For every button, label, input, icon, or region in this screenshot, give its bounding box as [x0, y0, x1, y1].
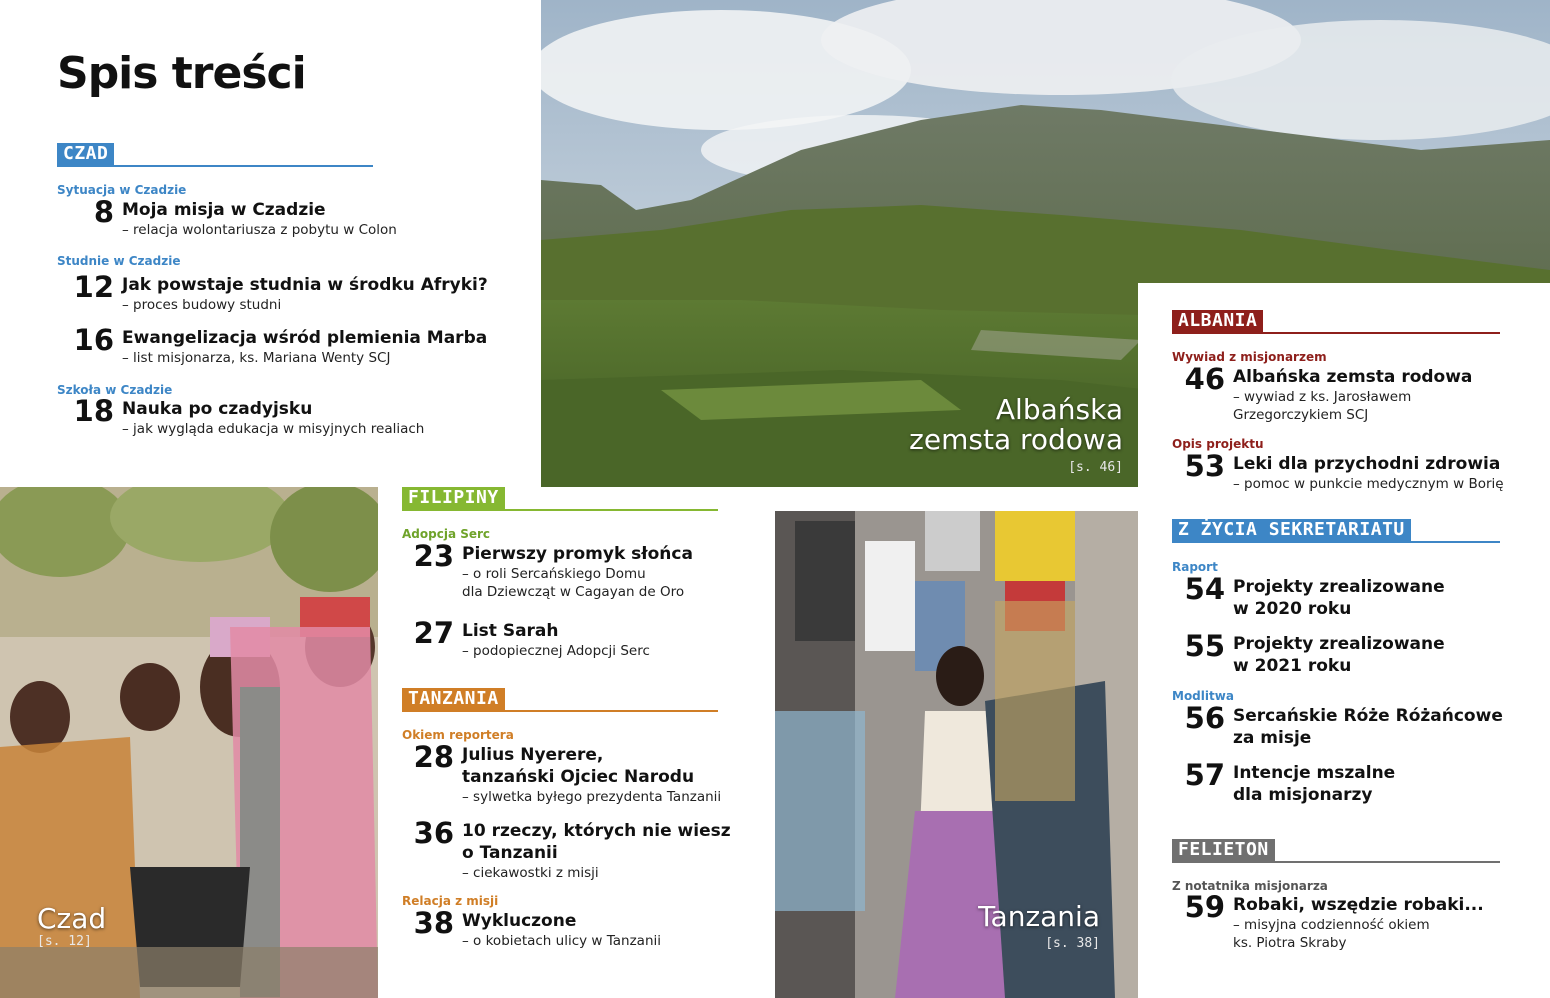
toc-entry-54[interactable]	[1184, 572, 1445, 620]
category-felieton-notebook: Z notatnika misjonarza	[1172, 879, 1328, 893]
entry-subtitle: – proces budowy studni	[122, 297, 282, 313]
page-number: 8	[93, 195, 114, 229]
entry-title: Albańska zemsta rodowa	[1233, 367, 1473, 387]
section-header-sekretariat	[1172, 519, 1500, 541]
page-number: 28	[413, 740, 454, 774]
category-czad-situation: Sytuacja w Czadzie	[57, 183, 187, 197]
entry-title: Robaki, wszędzie robaki...	[1233, 895, 1484, 915]
toc-entry-55[interactable]	[1184, 629, 1445, 677]
entry-subtitle: – pomoc w punkcie medycznym w Borię	[1233, 476, 1504, 492]
category-filipiny-adoption: Adopcja Serc	[402, 527, 491, 541]
entry-title-line2: dla misjonarzy	[1233, 785, 1373, 805]
entry-title-line1: Projekty zrealizowane	[1233, 634, 1445, 654]
section-tag-sekretariat: Z ŻYCIA SEKRETARIATU	[1172, 519, 1411, 541]
toc-entry-59[interactable]	[1184, 890, 1484, 952]
entry-subtitle: – o kobietach ulicy w Tanzanii	[462, 933, 661, 949]
page-number: 16	[73, 323, 114, 357]
section-header-albania	[1172, 310, 1500, 332]
section-tag-filipiny: FILIPINY	[402, 487, 505, 509]
albania-photo-page-ref: [s. 46]	[1068, 460, 1123, 475]
entry-title-line1: Intencje mszalne	[1233, 763, 1396, 783]
entry-title-line2: o Tanzanii	[462, 843, 558, 863]
entry-subtitle: – sylwetka byłego prezydenta Tanzanii	[462, 789, 722, 805]
page-number: 55	[1184, 629, 1225, 663]
toc-entry-27[interactable]	[413, 616, 650, 660]
page-number: 18	[73, 394, 114, 428]
entry-title: Leki dla przychodni zdrowia	[1233, 454, 1501, 474]
category-albania-interview: Wywiad z misjonarzem	[1172, 350, 1327, 364]
entry-title: Nauka po czadyjsku	[122, 399, 313, 419]
entry-title: Pierwszy promyk słońca	[462, 544, 693, 564]
section-tag-felieton: FELIETON	[1172, 839, 1275, 861]
entry-title-line2: w 2021 roku	[1233, 656, 1352, 676]
section-tag-tanzania: TANZANIA	[402, 688, 505, 710]
toc-entry-46[interactable]	[1184, 362, 1473, 424]
entry-title-line1: 10 rzeczy, których nie wiesz	[462, 821, 731, 841]
albania-photo-caption-line2: zemsta rodowa	[909, 423, 1123, 456]
toc-entry-57[interactable]	[1184, 758, 1396, 806]
page-number: 27	[413, 616, 454, 650]
entry-subtitle: – jak wygląda edukacja w misyjnych realiach	[122, 421, 425, 437]
entry-title-line1: Projekty zrealizowane	[1233, 577, 1445, 597]
toc-entry-16[interactable]	[73, 323, 488, 367]
entry-subtitle-line1: – misyjna codzienność okiem	[1233, 917, 1430, 933]
toc-entry-18[interactable]	[73, 394, 425, 438]
section-header-tanzania	[402, 688, 718, 710]
page-number: 57	[1184, 758, 1225, 792]
section-header-felieton	[1172, 839, 1500, 861]
category-czad-school: Szkoła w Czadzie	[57, 383, 173, 397]
page-number: 56	[1184, 701, 1225, 735]
section-tag-czad: CZAD	[57, 143, 114, 165]
czad-photo-page-ref: [s. 12]	[37, 934, 92, 949]
entry-subtitle: – ciekawostki z misji	[462, 865, 599, 881]
page-number: 54	[1184, 572, 1225, 606]
page-number: 23	[413, 539, 454, 573]
albania-photo-caption-line1: Albańska	[995, 393, 1123, 426]
page-number: 46	[1184, 362, 1225, 396]
category-tanzania-reporter: Okiem reportera	[402, 728, 514, 742]
category-albania-project: Opis projektu	[1172, 437, 1264, 451]
category-sekretariat-prayer: Modlitwa	[1172, 689, 1234, 703]
toc-entry-28[interactable]	[413, 740, 722, 806]
entry-subtitle-line2: Grzegorczykiem SCJ	[1233, 407, 1369, 423]
toc-entry-23[interactable]	[413, 539, 693, 601]
toc-entry-38[interactable]	[413, 906, 661, 950]
category-czad-wells: Studnie w Czadzie	[57, 254, 181, 268]
section-header-filipiny	[402, 487, 718, 509]
category-sekretariat-report: Raport	[1172, 560, 1218, 574]
entry-title-line2: za misje	[1233, 728, 1312, 748]
entry-title: List Sarah	[462, 621, 559, 641]
toc-entry-53[interactable]	[1184, 449, 1504, 493]
entry-title: Moja misja w Czadzie	[122, 200, 326, 220]
toc-entry-8[interactable]	[93, 195, 397, 239]
toc-entry-56[interactable]	[1184, 701, 1503, 749]
entry-subtitle: – relacja wolontariusza z pobytu w Colon	[122, 222, 397, 238]
section-tag-albania: ALBANIA	[1172, 310, 1263, 332]
entry-subtitle-line2: dla Dziewcząt w Cagayan de Oro	[462, 584, 685, 600]
page-number: 12	[73, 270, 114, 304]
category-tanzania-report: Relacja z misji	[402, 894, 499, 908]
entry-title-line2: w 2020 roku	[1233, 599, 1352, 619]
entry-title-line2: tanzański Ojciec Narodu	[462, 767, 695, 787]
entry-title-line1: Sercańskie Róże Różańcowe	[1233, 706, 1503, 726]
toc-entry-36[interactable]	[413, 816, 731, 882]
entry-title: Jak powstaje studnia w środku Afryki?	[122, 275, 488, 295]
page-number: 38	[413, 906, 454, 940]
page-number: 36	[413, 816, 454, 850]
entry-title-line1: Julius Nyerere,	[462, 745, 604, 765]
tanzania-photo-page-ref: [s. 38]	[1045, 936, 1100, 951]
entry-subtitle-line1: – wywiad z ks. Jarosławem	[1233, 389, 1412, 405]
entry-subtitle-line1: – o roli Sercańskiego Domu	[462, 566, 646, 582]
page-title: Spis treści	[57, 48, 306, 99]
tanzania-photo-caption: Tanzania	[978, 900, 1100, 933]
toc-entry-12[interactable]	[73, 270, 488, 314]
czad-photo-caption: Czad	[37, 902, 107, 935]
entry-subtitle: – list misjonarza, ks. Mariana Wenty SCJ	[122, 350, 391, 366]
page-number: 59	[1184, 890, 1225, 924]
entry-subtitle: – podopiecznej Adopcji Serc	[462, 643, 650, 659]
entry-title: Wykluczone	[462, 911, 577, 931]
page-number: 53	[1184, 449, 1225, 483]
entry-title: Ewangelizacja wśród plemienia Marba	[122, 328, 488, 348]
entry-subtitle-line2: ks. Piotra Skraby	[1233, 935, 1347, 951]
section-header-czad	[57, 143, 373, 165]
